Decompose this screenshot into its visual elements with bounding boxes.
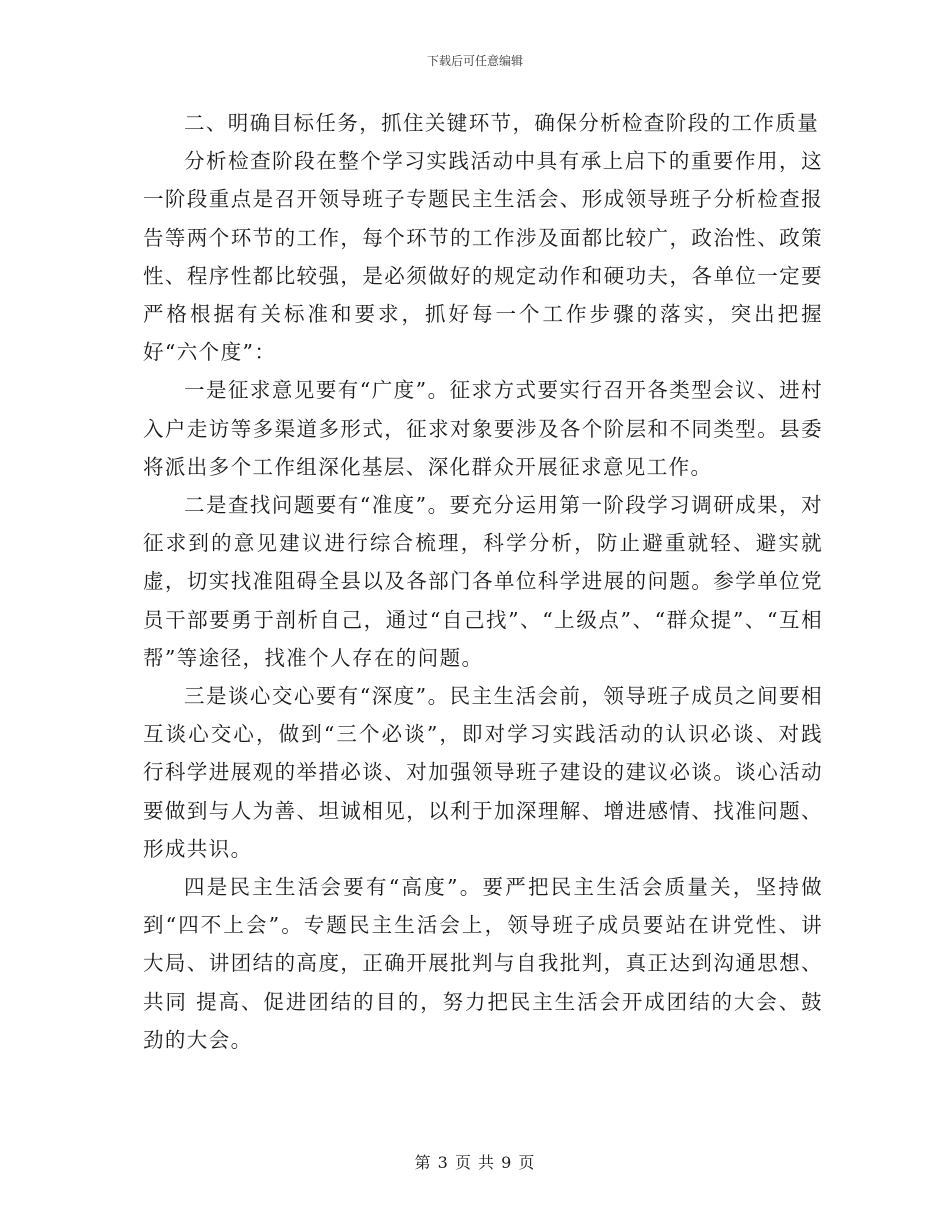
- paragraph-accuracy: 二是查找问题要有“准度”。要充分运用第一阶段学习调研成果，对征求到的意见建议进行综合梳理，科学分析，防止避重就轻、避实就虚，切实找准阻碍全县以及各部门各单位科学进展的问题。参学单位党员干部要勇于剖析自己，通过“自己找”、“上级点”、“群众提”、“互相帮”等途径，找准个人存在的问题。: [143, 493, 823, 670]
- paragraph-breadth: 一是征求意见要有“广度”。征求方式要实行召开各类型会议、进村入户走访等多渠道多形式，征求对象要涉及各个阶层和不同类型。县委将派出多个工作组深化基层、深化群众开展征求意见工作。: [143, 378, 823, 479]
- page-header-note: 下载后可任意编辑: [426, 54, 523, 68]
- page-number: 第 3 页 共 9 页: [414, 1153, 536, 1172]
- paragraph-height: 四是民主生活会要有“高度”。要严把民主生活会质量关，坚持做到“四不上会”。专题民主生活会上，领导班子成员要站在讲党性、讲大局、讲团结的高度，正确开展批判与自我批判，真正达到沟通思想、共同 提高、促进团结的目的，努力把民主生活会开成团结的大会、鼓劲的大会。: [143, 875, 823, 1052]
- paragraph-intro: 分析检查阶段在整个学习实践活动中具有承上启下的重要作用，这一阶段重点是召开领导班子专题民主生活会、形成领导班子分析检查报告等两个环节的工作，每个环节的工作涉及面都比较广，政治性、政策性、程序性都比较强，是必须做好的规定动作和硬功夫，各单位一定要严格根据有关标准和要求，抓好每一个工作步骤的落实，突出把握好“六个度”：: [143, 149, 823, 365]
- paragraph-depth: 三是谈心交心要有“深度”。民主生活会前，领导班子成员之间要相互谈心交心，做到“三个必谈”，即对学习实践活动的认识必谈、对践行科学进展观的举措必谈、对加强领导班子建设的建议必谈。谈心活动要做到与人为善、坦诚相见，以利于加深理解、增进感情、找准问题、形成共识。: [143, 684, 823, 861]
- document-body: [143, 104, 823, 1059]
- section-heading: 二、明确目标任务，抓住关键环节，确保分析检查阶段的工作质量: [184, 111, 820, 135]
